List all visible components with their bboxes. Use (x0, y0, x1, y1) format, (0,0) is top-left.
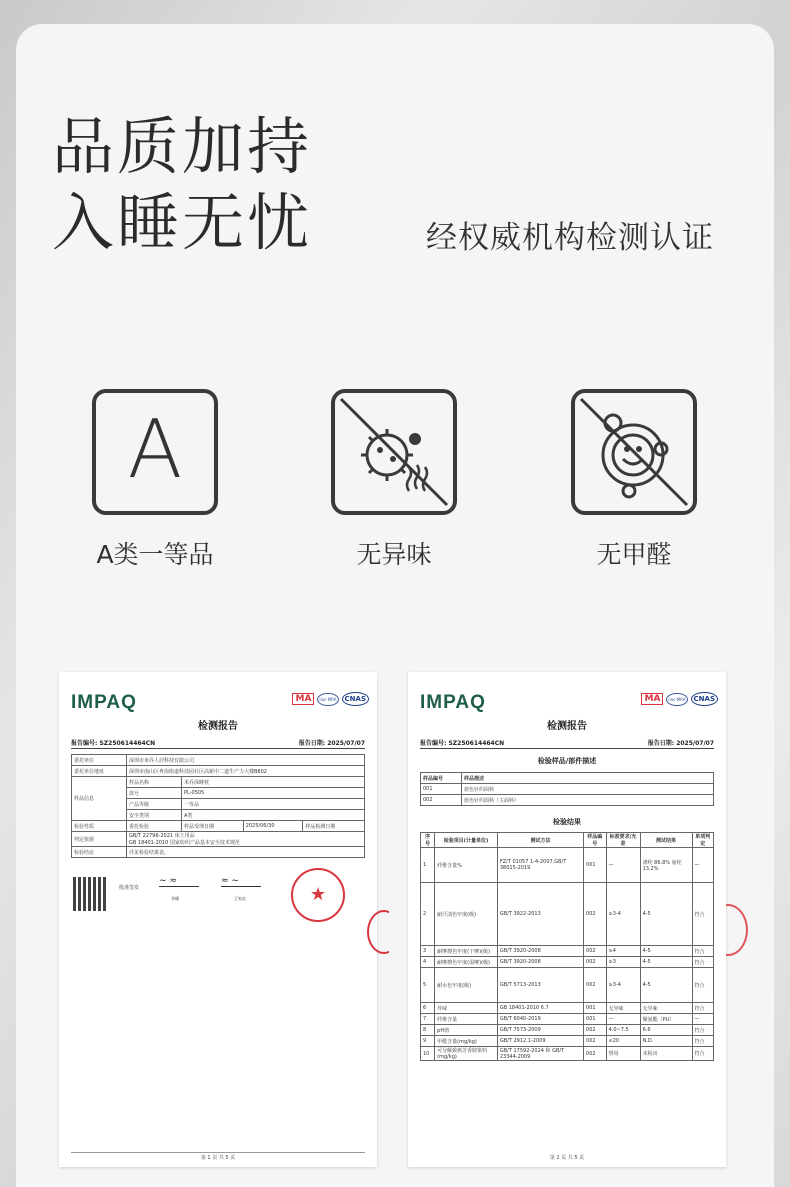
ilac-mark: ilac-MRA (317, 693, 338, 706)
signer-name-1: 李珊 (171, 896, 179, 901)
result-row: 1 纤维含量% FZ/T 01057 1-4-2007,GB/T 38015-2019 001 — 涤纶 86.8% 氨纶 13.2% — (421, 848, 714, 883)
sample-section-title: 检验样品/部件描述 (537, 757, 597, 765)
result-row: 9 甲醛含量(mg/kg) GB/T 2912.1-2009 002 ≤20 N.D. 符合 (421, 1036, 714, 1047)
grade-a-icon: A (92, 389, 218, 515)
cma-mark: MA (292, 693, 314, 705)
report-number: 报告编号: SZ250614464CN (71, 740, 156, 747)
page-number: 第 1 页 共 5 页 (200, 1155, 236, 1161)
result-row: 5 耐水色牢度(级) GB/T 5713-2013 002 ≥3-4 4-5 符合 (421, 968, 714, 1003)
result-row: 4 耐摩擦色牢度(湿摩)(级) GB/T 3920-2008 002 ≥3 4-5 符合 (421, 957, 714, 968)
report-date: 报告日期: 2025/07/07 (647, 740, 714, 747)
sample-table: 样品编号 样品描述 001 蓝色针织面料 002 蓝色针织面料（主面料） (420, 772, 714, 806)
feature-label: A类一等品 (96, 540, 214, 569)
signature-2: ≈ ~ (221, 876, 261, 887)
report-title: 检测报告 (547, 721, 587, 732)
result-row: 8 pH值 GB/T 7573-2009 002 4.0~7.5 6.6 符合 (421, 1025, 714, 1036)
headline-line-1: 品质加持 (52, 110, 313, 183)
report-date: 报告日期: 2025/07/07 (298, 740, 365, 747)
certification-marks (641, 692, 718, 706)
page-number: 第 2 页 共 5 页 (549, 1155, 585, 1161)
result-row: 6 异味 GB 18401-2010 6.7 001 无异味 无异味 符合 (421, 1003, 714, 1014)
report-title: 检测报告 (198, 721, 238, 732)
ilac-mark: ilac-MRA (666, 693, 687, 706)
result-section-title: 检验结果 (553, 818, 581, 826)
result-row: 3 耐摩擦色牢度(干摩)(级) GB/T 3920-2008 002 ≥4 4-5 符合 (421, 946, 714, 957)
report-info-table: 委托单位 深圳市米乔人居科技有限公司 委托单位地址 深圳市南山区粤海街道科技园社区高新中二道生产力大楼B802 样品信息 样品名称 米乔深睡枕 款号 PL-0505 产品等级 一等品 安全类别 A类 检验性质 委托检验 样品受理日期 2025/06/30 样品检测日期 判定依据 GB/T 22796-2021 床上用品 GB 18401-2010 国家纺织产品基本安全技术规范 检验结论 详见检验结果表。 (71, 754, 365, 858)
feature-label: 无甲醛 (596, 540, 672, 569)
report-meta (71, 738, 365, 749)
feature-no-formaldehyde (568, 389, 700, 571)
cnas-mark: CNAS (691, 692, 718, 706)
test-report-page-2 (408, 672, 726, 1167)
report-number: 报告编号: SZ250614464CN (420, 740, 505, 747)
feature-grade-a (89, 389, 221, 571)
test-report-page-1 (59, 672, 377, 1167)
cnas-mark: CNAS (342, 692, 369, 706)
result-row: 2 耐汗渍色牢度(级) GB/T 3922-2013 002 ≥3-4 4-5 符合 (421, 883, 714, 946)
impaq-logo: IMPAQ (71, 692, 137, 713)
official-stamp: ★ (291, 868, 345, 922)
report-footer (71, 1152, 365, 1153)
feature-label: 无异味 (356, 540, 432, 569)
signature-1: ~ ≈ (159, 876, 199, 887)
headline-line-2: 入睡无忧 (52, 186, 313, 259)
impaq-logo: IMPAQ (420, 692, 486, 713)
no-odor-icon (331, 389, 457, 515)
qr-code (73, 877, 107, 911)
signer-name-2: 王家宏 (234, 896, 246, 901)
report-meta (420, 738, 714, 749)
cma-mark: MA (641, 693, 663, 705)
no-formaldehyde-icon (571, 389, 697, 515)
result-row: 7 纤维含量 GB/T 6040-2019 001 — 聚氨酯（PU） — (421, 1014, 714, 1025)
sign-label: 批准签发 (119, 885, 140, 891)
subtitle: 经权威机构检测认证 (426, 220, 714, 256)
certification-marks (292, 692, 369, 706)
result-table: 序号 检验项目(计量单位) 测试方法 样品编号 标准要求/允差 测试结果 单项判定 1 纤维含量% FZ/T 01057 1-4-2007,GB/T 38015-2019 001 — 涤纶 86.8% 氨纶 13.2% — 2 耐汗渍色牢度(级) GB/T 3922-2013 002 ≥3-4 4-5 符合 3 耐摩擦色牢度(干摩)(级) GB/T 3920-2008 002 ≥4 4-5 符合 4 耐摩擦色牢度(湿摩)(级) GB/T 3920-2008 002 ≥3 4-5 符合 5 耐水色牢度(级) GB/T 5713-2013 002 ≥3-4 4-5 符合 6 异味 GB 18401-2010 6.7 001 无异味 无异味 符合 7 纤维含量 GB/T 6040-2019 001 — 聚氨酯（PU） — 8 pH值 GB/T 7573-2009 002 4.0~7.5 6.6 符合 9 甲醛含量(mg/kg) GB/T 2912.1-2009 002 ≤20 N.D. 符合 10 可分解致癌芳香胺染料(mg/kg) GB/T 17592-2024 和 GB/T 23344-2009 002 禁用 未检出 符合 (420, 832, 714, 1061)
seam-stamp (708, 904, 748, 956)
result-row: 10 可分解致癌芳香胺染料(mg/kg) GB/T 17592-2024 和 GB/T 23344-2009 002 禁用 未检出 符合 (421, 1047, 714, 1061)
feature-no-odor (328, 389, 460, 571)
